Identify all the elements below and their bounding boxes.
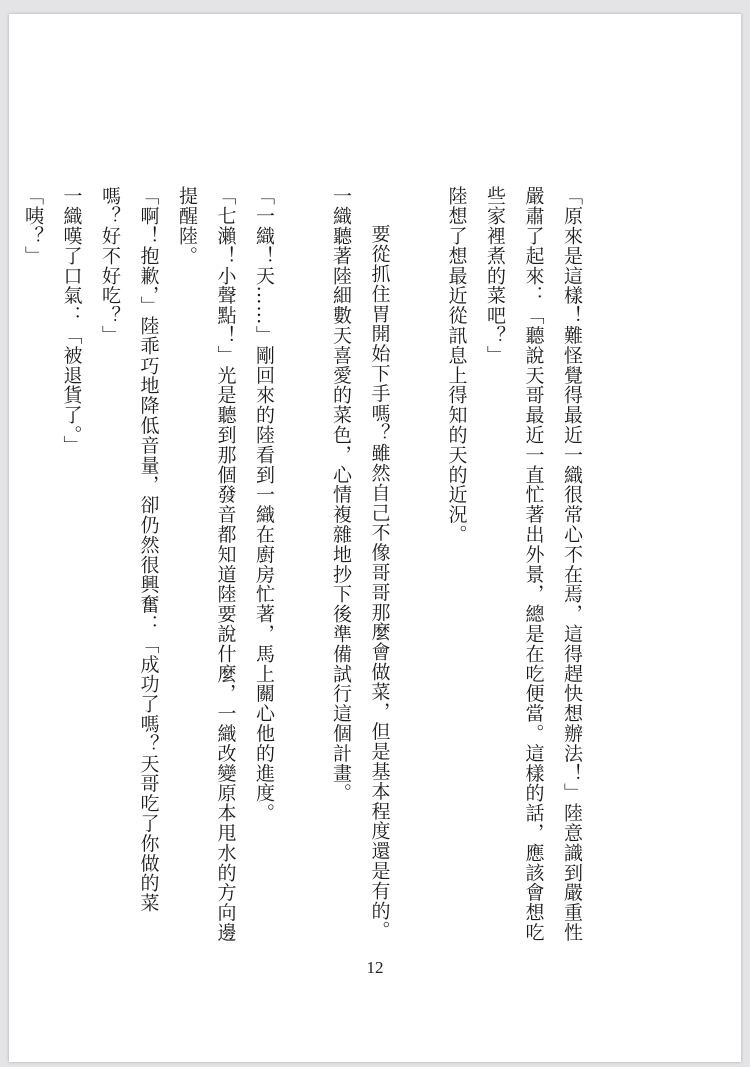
paragraph-8: 「咦？」 bbox=[22, 186, 44, 266]
document-page bbox=[9, 14, 741, 1062]
paragraph-6: 「啊！抱歉，」陸乖巧地降低音量，卻仍然很興奮：「成功了嗎？天哥吃了你做的菜嗎？好不好吃？」 bbox=[99, 186, 160, 913]
paragraph-1: 「原來是這樣！難怪覺得最近一織很常心不在焉，這得趕快想辦法！」陸意識到嚴重性嚴肅了起來：「聽說天哥最近一直忙著出外景，總是在吃便當。這樣的話，應該會想吃些家裡煮的菜吧？」 bbox=[484, 186, 583, 943]
paragraph-gap bbox=[399, 186, 438, 946]
paragraph-5: 「七瀨！小聲點！」光是聽到那個發音都知道陸要說什麼，一織改變原本甩水的方向邊提醒陸。 bbox=[176, 186, 237, 943]
paragraph-gap bbox=[283, 186, 322, 946]
page-number: 12 bbox=[366, 958, 384, 977]
vertical-text-body bbox=[14, 186, 592, 946]
paragraph-3: 要從抓住胃開始下手嗎？雖然自己不像哥哥那麼會做菜，但是基本程度還是有的。一織聽著陸細數天喜愛的菜色，心情複雜地抄下後準備試行這個計畫。 bbox=[330, 186, 391, 941]
paragraph-7: 一織嘆了口氣：「被退貨了。」 bbox=[60, 186, 83, 456]
paragraph-4: 「一織！天……」剛回來的陸看到一織在廚房忙著，馬上關心他的進度。 bbox=[253, 186, 275, 823]
paragraph-2: 陸想了想最近從訊息上得知的天的近況。 bbox=[445, 186, 468, 545]
